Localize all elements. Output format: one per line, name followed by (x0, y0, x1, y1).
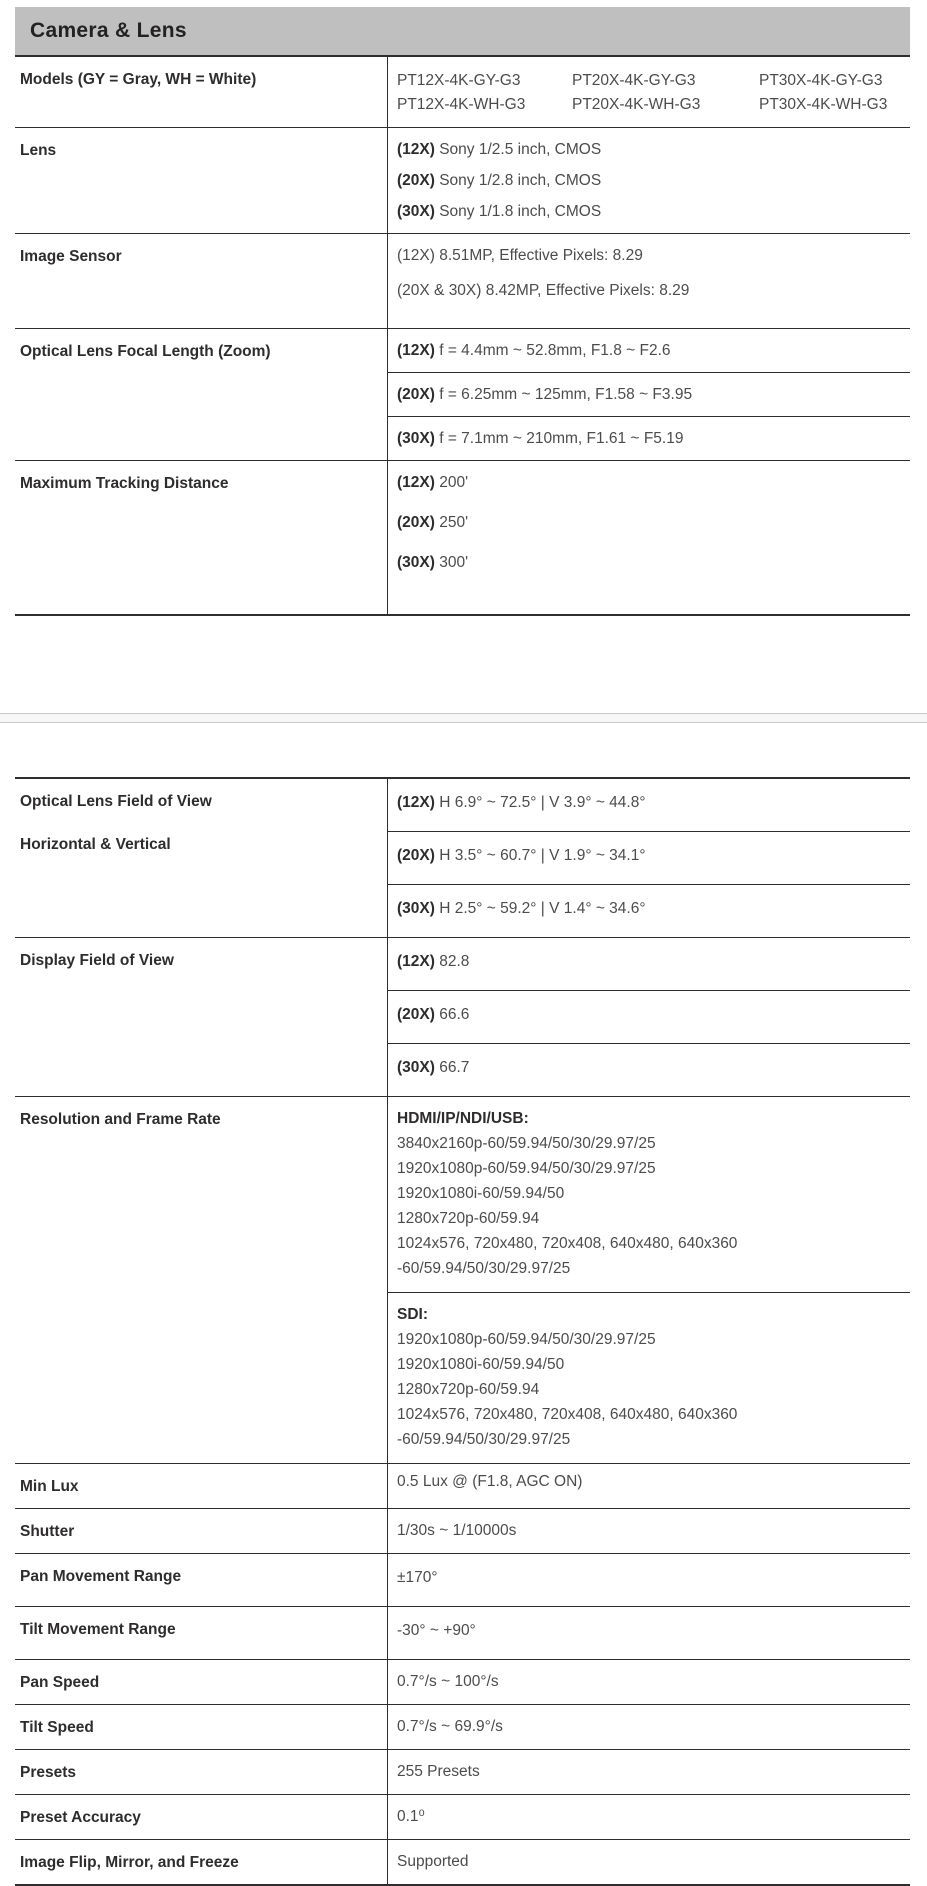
spec-label-line: Optical Lens Field of View (20, 793, 212, 810)
spec-table-lower (15, 777, 910, 1886)
spec-row (15, 1659, 910, 1704)
spec-label-line: Models (GY = Gray, WH = White) (20, 71, 257, 88)
value-bold-prefix: (20X) (397, 514, 435, 531)
spec-row (15, 233, 910, 328)
value-text: Sony 1/2.5 inch, CMOS (434, 141, 602, 158)
spec-value-column (388, 1554, 910, 1606)
model-name: PT20X-4K-GY-G3 (572, 72, 696, 89)
spec-value-line (397, 1327, 904, 1352)
spec-label (15, 1705, 388, 1749)
value-text: 1920x1080i-60/59.94/50 (397, 1356, 565, 1373)
spec-label-line: Horizontal & Vertical (20, 836, 171, 853)
spec-value-line (397, 246, 904, 265)
spec-value-column (388, 1607, 910, 1659)
spec-value-cell (388, 1464, 910, 1508)
spec-value-cell (388, 1705, 910, 1749)
spec-value-cell (388, 416, 910, 460)
spec-value-cell (388, 1509, 910, 1553)
spec-row (15, 1606, 910, 1659)
value-text: 1280x720p-60/59.94 (397, 1210, 540, 1227)
value-bold-prefix: (12X) (397, 794, 435, 811)
spec-label (15, 1840, 388, 1884)
value-text: ±170° (397, 1569, 438, 1586)
value-bold-prefix: (20X) (397, 1006, 435, 1023)
spec-value-cell (388, 329, 910, 372)
spec-value-column (388, 1795, 910, 1839)
model-name: PT20X-4K-WH-G3 (572, 96, 701, 113)
spec-value-line (397, 1521, 904, 1540)
spec-label-line: Maximum Tracking Distance (20, 475, 229, 492)
spec-value-cell (388, 1795, 910, 1839)
value-text: 0.7°/s ~ 69.9°/s (397, 1718, 503, 1735)
spec-table-upper (15, 55, 910, 616)
spec-label (15, 1509, 388, 1553)
value-text: Sony 1/2.8 inch, CMOS (434, 172, 602, 189)
spec-value-line (397, 1717, 904, 1736)
models-grid (388, 57, 910, 127)
model-name: PT30X-4K-GY-G3 (759, 72, 883, 89)
spec-value-line (397, 1852, 904, 1871)
section-divider (0, 713, 927, 723)
value-text: H 2.5° ~ 59.2° | V 1.4° ~ 34.6° (434, 900, 646, 917)
model-name: PT12X-4K-WH-G3 (397, 96, 526, 113)
spec-value-column (388, 234, 910, 328)
value-text: f = 4.4mm ~ 52.8mm, F1.8 ~ F2.6 (434, 342, 671, 359)
spec-label (15, 1097, 388, 1463)
spec-value-column (388, 1705, 910, 1749)
value-text: 300' (434, 554, 469, 571)
spec-row (15, 779, 910, 937)
spec-value-cell (388, 1554, 910, 1606)
spec-value-line (397, 793, 904, 812)
spec-value-line (397, 341, 904, 360)
spec-label-line: Pan Movement Range (20, 1568, 182, 1585)
spec-value-line (397, 1807, 904, 1826)
spec-row (15, 1704, 910, 1749)
spec-value-line (397, 1302, 904, 1327)
value-text: 1280x720p-60/59.94 (397, 1381, 540, 1398)
value-text: 1024x576, 720x480, 720x408, 640x480, 640x360 (397, 1235, 738, 1252)
spec-value-line (397, 281, 904, 300)
spec-value-column (388, 461, 910, 614)
value-bold-prefix: HDMI/IP/NDI/USB: (397, 1110, 529, 1127)
value-text: 200' (434, 474, 469, 491)
spec-value-line (397, 140, 904, 159)
value-text: 1920x1080i-60/59.94/50 (397, 1185, 565, 1202)
value-text: Sony 1/1.8 inch, CMOS (434, 203, 602, 220)
value-bold-prefix: (30X) (397, 900, 435, 917)
spec-value-line (397, 1106, 904, 1131)
section-header (15, 7, 910, 55)
spec-value-cell (388, 234, 910, 328)
spec-label-line: Resolution and Frame Rate (20, 1111, 221, 1128)
spec-value-line (397, 1472, 904, 1491)
spec-value-line (397, 1377, 904, 1402)
spec-value-cell (388, 1043, 910, 1096)
value-text: 250' (434, 514, 469, 531)
value-text: 1920x1080p-60/59.94/50/30/29.97/25 (397, 1160, 656, 1177)
value-bold-prefix: (12X) (397, 474, 435, 491)
spec-row (15, 1463, 910, 1508)
spec-label (15, 1750, 388, 1794)
value-bold-prefix: SDI: (397, 1306, 428, 1323)
spec-row (15, 127, 910, 233)
spec-value-cell (388, 1660, 910, 1704)
spec-value-line (397, 1156, 904, 1181)
value-text: 1/30s ~ 1/10000s (397, 1522, 517, 1539)
spec-value-cell (388, 938, 910, 990)
spec-row (15, 1096, 910, 1463)
spec-label-line: Presets (20, 1764, 77, 1781)
spec-value-cell (388, 1292, 910, 1463)
model-name: PT12X-4K-GY-G3 (397, 72, 521, 89)
value-bold-prefix: (12X) (397, 141, 435, 158)
spec-label-line: Optical Lens Focal Length (Zoom) (20, 343, 271, 360)
spec-label-line: Lens (20, 142, 57, 159)
value-text: 0.5 Lux @ (F1.8, AGC ON) (397, 1473, 583, 1490)
spec-value-column (388, 779, 910, 937)
value-text: 0.7°/s ~ 100°/s (397, 1673, 499, 1690)
spec-value-column (388, 1660, 910, 1704)
spec-label (15, 329, 388, 460)
spec-value-line (397, 473, 904, 492)
spec-value-column (388, 938, 910, 1096)
value-text: 1024x576, 720x480, 720x408, 640x480, 640x360 (397, 1406, 738, 1423)
spec-value-line (397, 1206, 904, 1231)
section-title: Camera & Lens (30, 19, 187, 42)
spec-label-line: Image Sensor (20, 248, 122, 265)
spec-label-line: Preset Accuracy (20, 1809, 141, 1826)
spec-row (15, 937, 910, 1096)
value-text: -60/59.94/50/30/29.97/25 (397, 1260, 571, 1277)
spec-label (15, 1660, 388, 1704)
spec-value-column (388, 1840, 910, 1884)
spec-label (15, 234, 388, 328)
value-text: -60/59.94/50/30/29.97/25 (397, 1431, 571, 1448)
value-text: (20X & 30X) 8.42MP, Effective Pixels: 8.29 (397, 282, 690, 299)
value-text: H 3.5° ~ 60.7° | V 1.9° ~ 34.1° (434, 847, 646, 864)
spec-label (15, 57, 388, 127)
spec-value-cell (388, 990, 910, 1043)
spec-label (15, 938, 388, 1096)
spec-label-line: Display Field of View (20, 952, 174, 969)
spec-value-line (397, 553, 904, 572)
spec-value-column (388, 57, 910, 127)
spec-row (15, 1839, 910, 1884)
spec-label-line: Tilt Movement Range (20, 1621, 176, 1638)
spec-row (15, 1794, 910, 1839)
value-bold-prefix: (20X) (397, 386, 435, 403)
value-bold-prefix: (20X) (397, 847, 435, 864)
value-text: f = 7.1mm ~ 210mm, F1.61 ~ F5.19 (434, 430, 684, 447)
spec-label (15, 1607, 388, 1659)
spec-value-line (397, 846, 904, 865)
spec-value-line (397, 952, 904, 971)
value-text: 82.8 (434, 953, 470, 970)
value-bold-prefix: (20X) (397, 172, 435, 189)
value-text: 3840x2160p-60/59.94/50/30/29.97/25 (397, 1135, 656, 1152)
spec-value-column (388, 329, 910, 460)
spec-value-line (397, 899, 904, 918)
value-text: 255 Presets (397, 1763, 480, 1780)
spec-value-line (397, 1402, 904, 1427)
value-bold-prefix: (30X) (397, 430, 435, 447)
spec-value-line (397, 1058, 904, 1077)
spec-row (15, 460, 910, 614)
value-text: 1920x1080p-60/59.94/50/30/29.97/25 (397, 1331, 656, 1348)
spec-value-cell (388, 372, 910, 416)
spec-value-line (397, 171, 904, 190)
spec-label (15, 1464, 388, 1508)
value-text: Supported (397, 1853, 469, 1870)
spec-value-line (397, 1256, 904, 1281)
spec-value-line (397, 1005, 904, 1024)
spec-value-line (397, 1181, 904, 1206)
spec-value-cell (388, 461, 910, 614)
spec-value-column (388, 128, 910, 233)
spec-label (15, 1554, 388, 1606)
spec-row (15, 1508, 910, 1553)
spec-label (15, 1795, 388, 1839)
spec-label (15, 461, 388, 614)
spec-value-column (388, 1097, 910, 1463)
spec-value-line (397, 1568, 904, 1587)
spec-value-column (388, 1464, 910, 1508)
spec-label-line: Min Lux (20, 1478, 79, 1495)
spec-label-line: Image Flip, Mirror, and Freeze (20, 1854, 239, 1871)
spec-value-cell (388, 1607, 910, 1659)
value-text: f = 6.25mm ~ 125mm, F1.58 ~ F3.95 (434, 386, 693, 403)
spec-value-cell (388, 1750, 910, 1794)
spec-value-line (397, 1231, 904, 1256)
spec-value-line (397, 202, 904, 221)
spec-value-cell (388, 831, 910, 884)
spec-value-cell (388, 779, 910, 831)
value-text: 0.1⁰ (397, 1808, 425, 1825)
value-text: -30° ~ +90° (397, 1622, 476, 1639)
spec-value-cell (388, 1840, 910, 1884)
spec-value-line (397, 1427, 904, 1452)
spec-row (15, 1553, 910, 1606)
value-text: (12X) 8.51MP, Effective Pixels: 8.29 (397, 247, 643, 264)
spec-value-line (397, 513, 904, 532)
value-bold-prefix: (12X) (397, 342, 435, 359)
spec-value-line (397, 1672, 904, 1691)
spec-label-line: Tilt Speed (20, 1719, 94, 1736)
spec-label-line: Shutter (20, 1523, 75, 1540)
value-text: 66.6 (434, 1006, 470, 1023)
spec-label (15, 128, 388, 233)
spec-value-column (388, 1509, 910, 1553)
value-bold-prefix: (12X) (397, 953, 435, 970)
value-bold-prefix: (30X) (397, 203, 435, 220)
spec-value-column (388, 1750, 910, 1794)
model-name: PT30X-4K-WH-G3 (759, 96, 888, 113)
spec-value-line (397, 1352, 904, 1377)
spec-value-cell (388, 1097, 910, 1292)
spec-value-line (397, 385, 904, 404)
value-bold-prefix: (30X) (397, 1059, 435, 1076)
value-text: 66.7 (434, 1059, 470, 1076)
spec-label (15, 779, 388, 937)
spec-value-cell (388, 884, 910, 937)
value-text: H 6.9° ~ 72.5° | V 3.9° ~ 44.8° (434, 794, 646, 811)
spec-value-line (397, 429, 904, 448)
spec-label-line: Pan Speed (20, 1674, 100, 1691)
spec-value-cell (388, 128, 910, 233)
spec-row (15, 328, 910, 460)
spec-value-line (397, 1131, 904, 1156)
spec-value-line (397, 1621, 904, 1640)
spec-row (15, 57, 910, 127)
value-bold-prefix: (30X) (397, 554, 435, 571)
